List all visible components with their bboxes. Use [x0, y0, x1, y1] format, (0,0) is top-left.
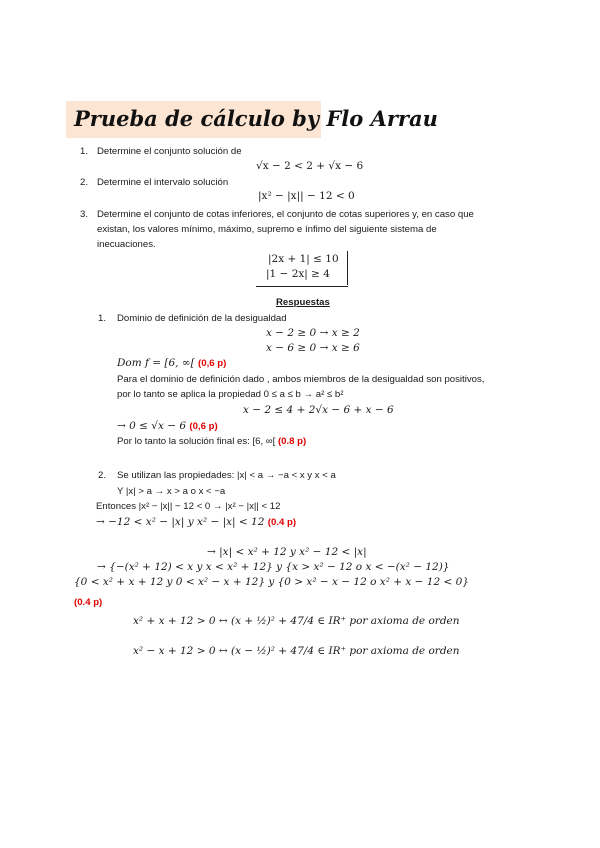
- question-3-line3: inecuaciones.: [97, 239, 156, 250]
- line2-points: (0.4 p): [267, 517, 297, 528]
- answer-2-entonces: Entonces |x² − |x|| − 12 < 0 → |x² − |x|| < 12: [96, 501, 281, 512]
- answer-2-line7: x² − x + 12 > 0 ↔ (x − ½)² + 47/4 ∈ IR⁺ por axioma de orden: [133, 645, 460, 657]
- final-points: (0.8 p): [277, 436, 307, 447]
- answer-1-domain: [117, 357, 226, 369]
- answer-2-line5: {0 < x² + x + 12 y 0 < x² − x + 12} y {0 > x² − x − 12 o x² + x − 12 < 0}: [74, 576, 469, 588]
- step4-text: → 0 ≤ √x − 6: [117, 420, 187, 432]
- answer-1-para1: Para el dominio de definición dado , ambos miembros de la desigualdad son positivos,: [117, 374, 485, 385]
- answer-1-step4: [117, 420, 218, 432]
- domain-points: (0,6 p): [198, 358, 227, 369]
- question-1-math: √x − 2 < 2 + √x − 6: [256, 160, 364, 172]
- answer-1-final: [117, 436, 306, 447]
- answer-2-line4: → {−(x² + 12) < x y x < x² + 12} y {x > x² − 12 o x < −(x² − 12)}: [97, 561, 450, 573]
- answer-1-step3: x − 2 ≤ 4 + 2√x − 6 + x − 6: [243, 404, 394, 416]
- line2-text: → −12 < x² − |x| y x² − |x| < 12: [96, 516, 265, 528]
- question-2-text: Determine el intervalo solución: [97, 177, 229, 188]
- question-2-number: 2.: [80, 177, 89, 188]
- answer-2-line6: x² + x + 12 > 0 ↔ (x + ½)² + 47/4 ∈ IR⁺ por axioma de orden: [133, 615, 460, 627]
- final-text: Por lo tanto la solución final es: [6, ∞[: [117, 436, 276, 447]
- answer-1-step2: x − 6 ≥ 0 → x ≥ 6: [266, 342, 360, 354]
- answers-heading: Respuestas: [276, 297, 330, 308]
- answer-1-para2: por lo tanto se aplica la propiedad 0 ≤ a ≤ b → a² ≤ b²: [117, 389, 344, 400]
- system-eq-2: |1 − 2x| ≥ 4: [266, 268, 330, 280]
- question-3-line2: existan, los valores mínimo, máximo, supremo e ínfimo del siguiente sistema de: [97, 224, 437, 235]
- answer-2-prop2: Y |x| > a → x > a o x < −a: [117, 486, 226, 497]
- system-right-bar: [347, 251, 348, 285]
- answer-2-line2: [96, 516, 296, 528]
- question-2-math: |x² − |x|| − 12 < 0: [258, 190, 355, 202]
- page-title: Prueba de cálculo by Flo Arrau: [74, 106, 438, 131]
- answer-1-number: 1.: [98, 313, 107, 324]
- answer-1-step1: x − 2 ≥ 0 → x ≥ 2: [266, 327, 360, 339]
- answer-2-line5-points-wrap: [74, 592, 102, 610]
- system-bottom-line: [256, 286, 348, 287]
- answer-2-prop1: Se utilizan las propiedades: |x| < a → −a < x y x < a: [117, 470, 336, 481]
- answer-1-label: Dominio de definición de la desigualdad: [117, 313, 287, 324]
- question-1-text: Determine el conjunto solución de: [97, 146, 242, 157]
- answer-2-line3: → |x| < x² + 12 y x² − 12 < |x|: [207, 546, 367, 558]
- line5-points: (0.4 p): [74, 597, 103, 608]
- question-3-line1: Determine el conjunto de cotas inferiores, el conjunto de cotas superiores y, en caso que: [97, 209, 474, 220]
- step4-points: (0,6 p): [189, 421, 218, 432]
- question-3-number: 3.: [80, 209, 89, 220]
- domain-text: Dom f = [6, ∞[: [117, 357, 195, 369]
- system-eq-1: |2x + 1| ≤ 10: [268, 253, 339, 265]
- question-1-number: 1.: [80, 146, 89, 157]
- answer-2-number: 2.: [98, 470, 107, 481]
